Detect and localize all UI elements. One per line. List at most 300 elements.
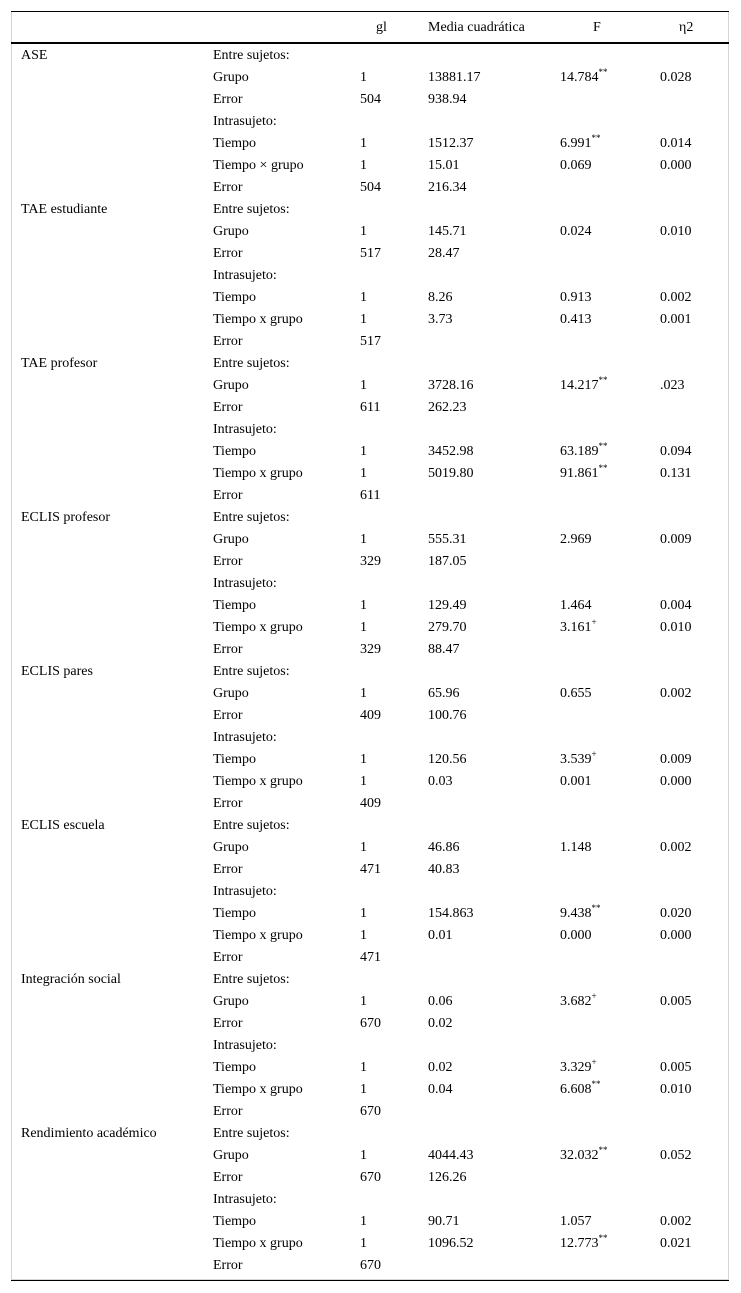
f-cell-text: 12.773: [560, 1236, 599, 1251]
source-cell-text: Error: [213, 642, 243, 657]
f-cell: [560, 771, 592, 793]
table-row: [0, 1101, 741, 1123]
eta-cell: [660, 749, 692, 771]
variable-cell: [21, 199, 107, 221]
mean-square-cell-text: 1512.37: [428, 136, 474, 151]
mean-square-cell: [428, 617, 467, 639]
gl-cell: [360, 155, 367, 177]
table-row: [0, 353, 741, 375]
gl-cell-text: 1: [360, 1060, 367, 1075]
eta-cell-text: 0.002: [660, 840, 692, 855]
variable-cell-text: ASE: [21, 48, 48, 63]
mean-square-cell-text: 3452.98: [428, 444, 474, 459]
mean-square-cell-text: 1096.52: [428, 1236, 474, 1251]
gl-cell-text: 1: [360, 686, 367, 701]
source-cell-text: Tiempo x grupo: [213, 466, 303, 481]
gl-cell: [360, 617, 367, 639]
source-cell: [213, 1057, 256, 1079]
table-bottom-rule: [11, 1280, 729, 1281]
gl-cell: [360, 903, 367, 925]
f-cell-text: 3.161: [560, 620, 592, 635]
source-cell: [213, 837, 249, 859]
table-row: [0, 903, 741, 925]
source-cell: [213, 903, 256, 925]
source-cell-text: Error: [213, 1258, 243, 1273]
table-header-rule: [11, 42, 729, 44]
mean-square-cell: [428, 1211, 460, 1233]
f-cell-text: 32.032: [560, 1148, 599, 1163]
gl-cell: [360, 133, 367, 155]
mean-square-cell: [428, 155, 460, 177]
mean-square-cell: [428, 529, 467, 551]
eta-cell-text: 0.002: [660, 1214, 692, 1229]
variable-cell-text: ECLIS escuela: [21, 818, 105, 833]
source-cell-text: Tiempo: [213, 906, 257, 921]
source-cell-text: Intrasujeto:: [213, 268, 277, 283]
gl-cell-text: 409: [360, 796, 381, 811]
eta-cell-text: 0.009: [660, 752, 692, 767]
source-cell-text: Error: [213, 554, 243, 569]
gl-cell-text: 1: [360, 928, 367, 943]
eta-cell: [660, 1057, 692, 1079]
table-row: [0, 507, 741, 529]
f-cell: [560, 749, 597, 771]
significance-marker: +: [591, 749, 597, 759]
mean-square-cell-text: 120.56: [428, 752, 467, 767]
mean-square-cell-text: 555.31: [428, 532, 467, 547]
source-cell-text: Intrasujeto:: [213, 1038, 277, 1053]
source-cell: [213, 67, 249, 89]
gl-cell-text: 471: [360, 950, 381, 965]
table-row: [0, 265, 741, 287]
mean-square-cell: [428, 551, 467, 573]
f-cell: [560, 155, 592, 177]
mean-square-cell: [428, 243, 460, 265]
source-cell-text: Grupo: [213, 378, 249, 393]
gl-cell: [360, 397, 380, 419]
source-cell: [213, 815, 290, 837]
source-cell: [213, 353, 290, 375]
gl-cell-text: 1: [360, 774, 367, 789]
gl-cell: [360, 837, 367, 859]
mean-square-cell-text: 8.26: [428, 290, 453, 305]
source-cell: [213, 507, 290, 529]
f-cell: [560, 903, 601, 925]
mean-square-cell: [428, 639, 460, 661]
table-row: [0, 111, 741, 133]
source-cell-text: Grupo: [213, 840, 249, 855]
f-cell-text: 63.189: [560, 444, 599, 459]
table-row: [0, 1167, 741, 1189]
source-cell-text: Entre sujetos:: [213, 818, 290, 833]
variable-cell: [21, 507, 110, 529]
source-cell: [213, 551, 243, 573]
table-row: [0, 1123, 741, 1145]
table-row: [0, 441, 741, 463]
gl-cell: [360, 1013, 381, 1035]
source-cell-text: Tiempo x grupo: [213, 1082, 303, 1097]
source-cell: [213, 969, 290, 991]
table-row: [0, 705, 741, 727]
table-row: [0, 1189, 741, 1211]
gl-cell-text: 517: [360, 246, 381, 261]
table-row: [0, 727, 741, 749]
header-gl: gl: [376, 20, 387, 35]
eta-cell-text: 0.010: [660, 224, 692, 239]
eta-cell-text: 0.014: [660, 136, 692, 151]
f-cell: [560, 441, 608, 463]
mean-square-cell: [428, 1145, 474, 1167]
variable-cell-text: TAE estudiante: [21, 202, 108, 217]
table-row: [0, 837, 741, 859]
gl-cell: [360, 463, 367, 485]
source-cell-text: Grupo: [213, 224, 249, 239]
source-cell: [213, 155, 304, 177]
eta-cell-text: 0.000: [660, 158, 692, 173]
eta-cell: [660, 617, 692, 639]
significance-marker: **: [598, 441, 608, 451]
gl-cell-text: 1: [360, 1082, 367, 1097]
source-cell-text: Error: [213, 862, 243, 877]
mean-square-cell-text: 126.26: [428, 1170, 467, 1185]
f-cell: [560, 309, 592, 331]
table-row: [0, 463, 741, 485]
source-cell: [213, 1145, 249, 1167]
table-row: [0, 485, 741, 507]
source-cell: [213, 793, 243, 815]
variable-cell: [21, 1123, 157, 1145]
gl-cell: [360, 1079, 367, 1101]
source-cell: [213, 661, 290, 683]
gl-cell: [360, 1211, 367, 1233]
eta-cell: [660, 67, 692, 89]
mean-square-cell-text: 216.34: [428, 180, 467, 195]
table-row: [0, 639, 741, 661]
eta-cell-text: 0.000: [660, 774, 692, 789]
mean-square-cell: [428, 309, 453, 331]
mean-square-cell: [428, 705, 467, 727]
mean-square-cell: [428, 221, 467, 243]
source-cell-text: Error: [213, 180, 243, 195]
mean-square-cell-text: 90.71: [428, 1214, 460, 1229]
table-row: [0, 1145, 741, 1167]
gl-cell-text: 1: [360, 466, 367, 481]
gl-cell-text: 329: [360, 554, 381, 569]
table-row: [0, 617, 741, 639]
source-cell-text: Entre sujetos:: [213, 48, 290, 63]
source-cell: [213, 881, 277, 903]
mean-square-cell-text: 187.05: [428, 554, 467, 569]
table-row: [0, 67, 741, 89]
header-f: F: [593, 20, 601, 35]
table-row: [0, 573, 741, 595]
table-row: [0, 1233, 741, 1255]
gl-cell: [360, 991, 367, 1013]
source-cell: [213, 1211, 256, 1233]
source-cell: [213, 287, 256, 309]
eta-cell: [660, 221, 692, 243]
gl-cell-text: 1: [360, 994, 367, 1009]
source-cell: [213, 1123, 290, 1145]
gl-cell: [360, 639, 381, 661]
gl-cell: [360, 1233, 367, 1255]
source-cell-text: Tiempo: [213, 444, 257, 459]
eta-cell: [660, 287, 692, 309]
f-cell-text: 0.024: [560, 224, 592, 239]
mean-square-cell-text: 88.47: [428, 642, 460, 657]
source-cell: [213, 617, 303, 639]
source-cell-text: Tiempo x grupo: [213, 774, 303, 789]
source-cell: [213, 1233, 303, 1255]
mean-square-cell: [428, 595, 467, 617]
eta-cell-text: .023: [660, 378, 685, 393]
source-cell: [213, 1079, 303, 1101]
eta-cell-text: 0.021: [660, 1236, 692, 1251]
f-cell-text: 0.000: [560, 928, 592, 943]
gl-cell-text: 504: [360, 92, 381, 107]
source-cell: [213, 331, 243, 353]
mean-square-cell: [428, 441, 474, 463]
source-cell: [213, 309, 303, 331]
variable-cell: [21, 661, 93, 683]
source-cell: [213, 529, 249, 551]
table-row: [0, 991, 741, 1013]
gl-cell: [360, 1145, 367, 1167]
source-cell-text: Error: [213, 796, 243, 811]
gl-cell: [360, 287, 367, 309]
variable-cell-text: ECLIS pares: [21, 664, 93, 679]
mean-square-cell-text: 5019.80: [428, 466, 474, 481]
eta-cell: [660, 463, 692, 485]
eta-cell: [660, 529, 692, 551]
f-cell-text: 3.539: [560, 752, 592, 767]
gl-cell-text: 670: [360, 1104, 381, 1119]
f-cell: [560, 1211, 592, 1233]
source-cell-text: Grupo: [213, 686, 249, 701]
gl-cell-text: 670: [360, 1258, 381, 1273]
f-cell-text: 6.991: [560, 136, 592, 151]
eta-cell-text: 0.005: [660, 994, 692, 1009]
gl-cell-text: 1: [360, 290, 367, 305]
source-cell-text: Entre sujetos:: [213, 356, 290, 371]
eta-cell-text: 0.131: [660, 466, 692, 481]
source-cell-text: Tiempo × grupo: [213, 158, 304, 173]
source-cell: [213, 111, 277, 133]
source-cell-text: Tiempo: [213, 1214, 257, 1229]
mean-square-cell: [428, 177, 467, 199]
significance-marker: +: [591, 617, 597, 627]
table-row: [0, 1079, 741, 1101]
eta-cell-text: 0.020: [660, 906, 692, 921]
gl-cell-text: 329: [360, 642, 381, 657]
source-cell: [213, 265, 277, 287]
f-cell-text: 0.655: [560, 686, 592, 701]
gl-cell-text: 1: [360, 1236, 367, 1251]
f-cell-text: 14.784: [560, 70, 599, 85]
source-cell: [213, 771, 303, 793]
table-row: [0, 661, 741, 683]
gl-cell-text: 1: [360, 378, 367, 393]
gl-cell: [360, 309, 367, 331]
mean-square-cell-text: 13881.17: [428, 70, 481, 85]
gl-cell-text: 611: [360, 488, 381, 503]
gl-cell-text: 471: [360, 862, 381, 877]
source-cell: [213, 1013, 243, 1035]
mean-square-cell: [428, 89, 467, 111]
source-cell-text: Intrasujeto:: [213, 114, 277, 129]
source-cell-text: Tiempo: [213, 136, 257, 151]
mean-square-cell-text: 0.02: [428, 1060, 453, 1075]
gl-cell: [360, 749, 367, 771]
gl-cell-text: 1: [360, 444, 367, 459]
table-row: [0, 881, 741, 903]
source-cell-text: Tiempo x grupo: [213, 928, 303, 943]
source-cell: [213, 485, 243, 507]
variable-cell: [21, 815, 105, 837]
eta-cell-text: 0.052: [660, 1148, 692, 1163]
source-cell-text: Error: [213, 488, 243, 503]
gl-cell-text: 517: [360, 334, 381, 349]
f-cell: [560, 463, 608, 485]
mean-square-cell-text: 0.06: [428, 994, 453, 1009]
f-cell: [560, 133, 601, 155]
gl-cell-text: 504: [360, 180, 381, 195]
significance-marker: **: [591, 903, 601, 913]
source-cell: [213, 1035, 277, 1057]
gl-cell-text: 1: [360, 312, 367, 327]
mean-square-cell-text: 0.04: [428, 1082, 453, 1097]
eta-cell-text: 0.010: [660, 620, 692, 635]
eta-cell: [660, 1233, 692, 1255]
table-row: [0, 155, 741, 177]
mean-square-cell: [428, 1057, 453, 1079]
mean-square-cell-text: 46.86: [428, 840, 460, 855]
f-cell: [560, 67, 608, 89]
source-cell: [213, 89, 243, 111]
table-row: [0, 683, 741, 705]
source-cell-text: Tiempo x grupo: [213, 1236, 303, 1251]
gl-cell: [360, 67, 367, 89]
mean-square-cell-text: 100.76: [428, 708, 467, 723]
source-cell-text: Tiempo: [213, 290, 257, 305]
gl-cell: [360, 947, 381, 969]
gl-cell: [360, 177, 381, 199]
source-cell: [213, 705, 243, 727]
table-row: [0, 133, 741, 155]
source-cell-text: Intrasujeto:: [213, 1192, 277, 1207]
table-row: [0, 969, 741, 991]
variable-cell: [21, 969, 121, 991]
gl-cell: [360, 551, 381, 573]
f-cell-text: 1.148: [560, 840, 592, 855]
f-cell-text: 3.329: [560, 1060, 592, 1075]
mean-square-cell-text: 145.71: [428, 224, 467, 239]
table-row: [0, 45, 741, 67]
mean-square-cell: [428, 463, 474, 485]
source-cell-text: Tiempo x grupo: [213, 620, 303, 635]
mean-square-cell: [428, 375, 474, 397]
significance-marker: **: [598, 375, 608, 385]
source-cell: [213, 419, 277, 441]
mean-square-cell-text: 3728.16: [428, 378, 474, 393]
f-cell-text: 14.217: [560, 378, 599, 393]
f-cell-text: 91.861: [560, 466, 599, 481]
f-cell-text: 6.608: [560, 1082, 592, 1097]
gl-cell-text: 409: [360, 708, 381, 723]
mean-square-cell: [428, 771, 453, 793]
f-cell: [560, 1057, 597, 1079]
f-cell-text: 1.057: [560, 1214, 592, 1229]
source-cell-text: Grupo: [213, 994, 249, 1009]
source-cell-text: Error: [213, 1016, 243, 1031]
source-cell: [213, 375, 249, 397]
table-row: [0, 1255, 741, 1277]
mean-square-cell: [428, 991, 453, 1013]
source-cell-text: Intrasujeto:: [213, 730, 277, 745]
gl-cell-text: 1: [360, 1148, 367, 1163]
table-row: [0, 551, 741, 573]
table-row: [0, 89, 741, 111]
eta-cell-text: 0.001: [660, 312, 692, 327]
source-cell: [213, 683, 249, 705]
gl-cell-text: 1: [360, 532, 367, 547]
f-cell: [560, 991, 597, 1013]
significance-marker: **: [591, 1079, 601, 1089]
significance-marker: **: [591, 133, 601, 143]
significance-marker: +: [591, 1057, 597, 1067]
variable-cell-text: ECLIS profesor: [21, 510, 111, 525]
source-cell: [213, 45, 290, 67]
source-cell: [213, 221, 249, 243]
table-row: [0, 1035, 741, 1057]
mean-square-cell: [428, 683, 460, 705]
mean-square-cell-text: 15.01: [428, 158, 460, 173]
eta-cell: [660, 133, 692, 155]
source-cell-text: Tiempo x grupo: [213, 312, 303, 327]
f-cell: [560, 1145, 608, 1167]
source-cell: [213, 727, 277, 749]
gl-cell: [360, 683, 367, 705]
mean-square-cell: [428, 903, 474, 925]
source-cell: [213, 947, 243, 969]
table-top-rule: [11, 11, 729, 12]
gl-cell: [360, 771, 367, 793]
f-cell-text: 0.069: [560, 158, 592, 173]
source-cell-text: Error: [213, 246, 243, 261]
eta-cell: [660, 1145, 692, 1167]
mean-square-cell: [428, 287, 453, 309]
gl-cell: [360, 1167, 381, 1189]
gl-cell: [360, 243, 381, 265]
source-cell: [213, 925, 303, 947]
mean-square-cell: [428, 925, 453, 947]
mean-square-cell-text: 28.47: [428, 246, 460, 261]
eta-cell: [660, 991, 692, 1013]
source-cell-text: Grupo: [213, 532, 249, 547]
f-cell-text: 3.682: [560, 994, 592, 1009]
mean-square-cell-text: 938.94: [428, 92, 467, 107]
gl-cell: [360, 441, 367, 463]
source-cell: [213, 1255, 243, 1277]
header-mean-square: Media cuadrática: [428, 20, 525, 35]
gl-cell-text: 1: [360, 840, 367, 855]
gl-cell: [360, 375, 367, 397]
mean-square-cell: [428, 837, 460, 859]
gl-cell: [360, 529, 367, 551]
table-row: [0, 221, 741, 243]
source-cell-text: Error: [213, 708, 243, 723]
eta-cell: [660, 903, 692, 925]
